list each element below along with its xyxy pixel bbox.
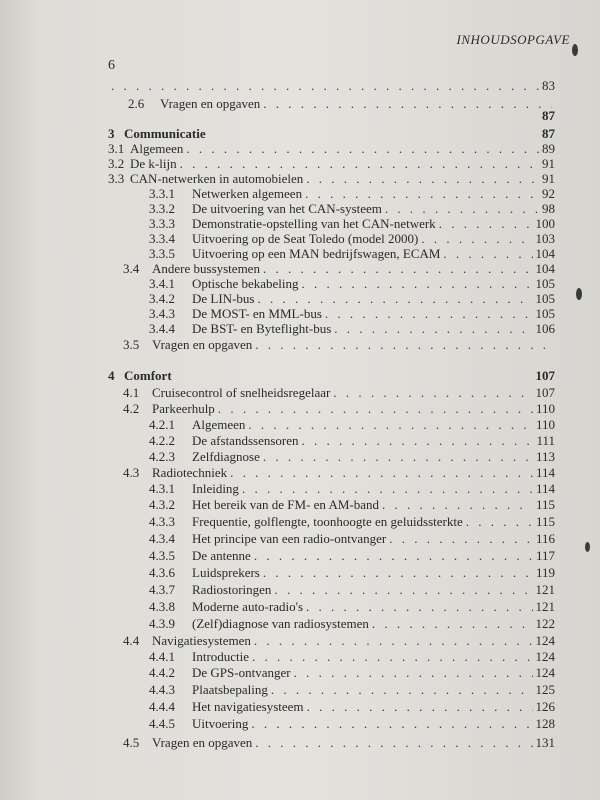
- toc-entry-number: 4.3.5: [149, 548, 175, 563]
- toc-entry: [149, 649, 555, 664]
- toc-entry-title: Optische bekabeling: [192, 276, 299, 291]
- toc-entry-number: 3: [108, 126, 115, 141]
- toc-entry-page: 107: [535, 385, 555, 400]
- toc-entry-page: 124: [535, 665, 555, 680]
- toc-entry-title: Communicatie: [124, 126, 206, 141]
- toc-entry-number: 2.6: [128, 96, 145, 111]
- toc-entry-page: 105: [535, 291, 555, 306]
- toc-entry-page: 115: [535, 514, 555, 529]
- toc-entry-title: Vragen en opgaven: [152, 735, 253, 750]
- toc-entry-page: 110: [535, 401, 555, 416]
- toc-entry-page: 114: [535, 465, 555, 480]
- toc-entry-title: Andere bussystemen: [152, 261, 260, 276]
- toc-entry-number: 3.4.3: [149, 306, 175, 321]
- dot-leader: [302, 433, 534, 448]
- toc-entry-title: Radiotechniek: [152, 465, 228, 480]
- toc-entry-title: CAN-netwerken in automobielen: [130, 171, 304, 186]
- toc-entry-title: De BST- en Byteflight-bus: [192, 321, 332, 336]
- toc-entry-title: De afstandssensoren: [192, 433, 299, 448]
- dot-leader: [257, 291, 532, 306]
- toc-entry: [149, 531, 555, 546]
- toc-entry-page: 131: [535, 735, 555, 750]
- toc-entry: [108, 156, 555, 171]
- toc-entry-page: 114: [535, 481, 555, 496]
- toc-entry-number: 4.3.2: [149, 497, 175, 512]
- toc-entry: [149, 699, 555, 714]
- toc-entry: [149, 599, 555, 614]
- toc-entry-title: De MOST- en MML-bus: [192, 306, 322, 321]
- toc-entry-title: Het bereik van de FM- en AM-band: [192, 497, 380, 512]
- toc-entry-page: 124: [535, 649, 555, 664]
- toc-entry-page: 105: [535, 306, 555, 321]
- toc-entry-number: 3.3.1: [149, 186, 175, 201]
- dot-leader: [255, 337, 552, 352]
- dot-leader: [252, 649, 532, 664]
- toc-entry: [149, 548, 555, 563]
- dot-leader: [306, 171, 539, 186]
- dot-leader: [271, 682, 533, 697]
- toc-entry-number: 4: [108, 368, 115, 383]
- dot-leader: [421, 231, 532, 246]
- toc-entry-title: Netwerken algemeen: [192, 186, 303, 201]
- dot-leader: [263, 261, 533, 276]
- toc-entry-number: 4.3.6: [149, 565, 175, 580]
- toc-entry-number: 3.4: [123, 261, 140, 276]
- toc-entry-title: Inleiding: [192, 481, 239, 496]
- toc-chapter: [108, 368, 555, 383]
- dot-leader: [372, 616, 533, 631]
- toc-entry: [123, 633, 555, 648]
- toc-entry: [149, 291, 555, 306]
- dot-leader: [254, 633, 533, 648]
- toc-entry-number: 4.5: [123, 735, 140, 750]
- toc-entry-page: 119: [535, 565, 555, 580]
- dot-leader: [248, 417, 533, 432]
- toc-entry-page: 125: [535, 682, 555, 697]
- toc-entry-number: 3.3: [108, 171, 125, 186]
- toc-entry-title: Navigatiesystemen: [152, 633, 251, 648]
- toc-entry: [149, 682, 555, 697]
- dot-leader: [111, 78, 539, 93]
- toc-entry-number: 4.2: [123, 401, 140, 416]
- toc-entry-title: Uitvoering op de Seat Toledo (model 2000): [192, 231, 419, 246]
- toc-entry-number: 4.3.7: [149, 582, 175, 597]
- toc-entry-number: 4.4.3: [149, 682, 175, 697]
- dot-leader: [263, 565, 533, 580]
- dot-leader: [186, 141, 539, 156]
- toc-entry: [149, 246, 555, 261]
- toc-entry-number: 3.3.3: [149, 216, 175, 231]
- toc-entry-number: 4.3.8: [149, 599, 175, 614]
- toc-entry: [149, 514, 555, 529]
- toc-entry-page: 104: [535, 261, 555, 276]
- toc-entry: [149, 449, 555, 464]
- toc-entry-title: Algemeen: [130, 141, 184, 156]
- toc-entry: [149, 582, 555, 597]
- toc-entry-number: 3.4.2: [149, 291, 175, 306]
- toc-entry-page: 117: [535, 548, 555, 563]
- toc-chapter: [108, 126, 555, 141]
- toc-entry: [149, 276, 555, 291]
- toc-entry-page: 92: [542, 186, 555, 201]
- toc-entry-number: 4.4.2: [149, 665, 175, 680]
- toc-entry-title: Moderne auto-radio's: [192, 599, 304, 614]
- toc-entry-page: 89: [542, 141, 555, 156]
- running-header: INHOUDSOPGAVE: [456, 32, 570, 47]
- toc-entry-page: 106: [535, 321, 555, 336]
- toc-entry-page: 115: [535, 497, 555, 512]
- toc-entry: [123, 337, 555, 352]
- toc-entry: [123, 261, 555, 276]
- toc-entry-number: 4.2.1: [149, 417, 175, 432]
- dot-leader: [333, 385, 532, 400]
- toc-entry-title: Plaatsbepaling: [192, 682, 268, 697]
- toc-entry-page: 126: [535, 699, 555, 714]
- toc-entry-title: Het navigatiesysteem: [192, 699, 304, 714]
- toc-entry-title: Het principe van een radio-ontvanger: [192, 531, 387, 546]
- toc-entry: [108, 78, 555, 93]
- dot-leader: [389, 531, 533, 546]
- toc-entry-title: Uitvoering op een MAN bedrijfswagen, ECAM: [192, 246, 441, 261]
- toc-entry: [123, 385, 555, 400]
- page-number: 6: [108, 58, 115, 73]
- dot-leader: [307, 699, 533, 714]
- dot-leader: [443, 246, 532, 261]
- dot-leader: [325, 306, 533, 321]
- toc-entry-page: 104: [535, 246, 555, 261]
- toc-entry-number: 3.5: [123, 337, 140, 352]
- dot-leader: [218, 401, 533, 416]
- toc-entry-title: Parkeerhulp: [152, 401, 215, 416]
- toc-entry-page: 122: [535, 616, 555, 631]
- toc-entry-page: 128: [535, 716, 555, 731]
- toc-entry-page: 121: [535, 599, 555, 614]
- dot-leader: [334, 321, 532, 336]
- toc-entry-title: Algemeen: [192, 417, 246, 432]
- dot-leader: [274, 582, 532, 597]
- toc-entry: [149, 665, 555, 680]
- toc-entry-number: 3.1: [108, 141, 125, 156]
- toc-entry-number: 4.1: [123, 385, 140, 400]
- toc-entry-number: 3.3.2: [149, 201, 175, 216]
- toc-entry: [108, 108, 555, 123]
- toc-entry-title: Zelfdiagnose: [192, 449, 260, 464]
- toc-entry-number: 3.2: [108, 156, 125, 171]
- dot-leader: [254, 548, 533, 563]
- toc-entry-number: 4.2.2: [149, 433, 175, 448]
- toc-entry-number: 4.2.3: [149, 449, 175, 464]
- toc-entry-title: Cruisecontrol of snelheidsregelaar: [152, 385, 331, 400]
- dot-leader: [180, 156, 539, 171]
- toc-entry-number: 4.3: [123, 465, 140, 480]
- dot-leader: [302, 276, 533, 291]
- toc-entry: [108, 171, 555, 186]
- toc-entry-page: 116: [535, 531, 555, 546]
- dot-leader: [306, 599, 532, 614]
- toc-entry-number: 4.4.4: [149, 699, 175, 714]
- toc-entry: [123, 735, 555, 750]
- dot-leader: [382, 497, 533, 512]
- toc-entry-number: 4.4: [123, 633, 140, 648]
- toc-entry: [149, 201, 555, 216]
- toc-entry-number: 4.3.1: [149, 481, 175, 496]
- toc-entry-page: 124: [535, 633, 555, 648]
- toc-entry-title: Comfort: [124, 368, 172, 383]
- toc-entry-title: De antenne: [192, 548, 251, 563]
- dot-leader: [294, 665, 533, 680]
- dot-leader: [439, 216, 533, 231]
- toc-entry-number: 4.3.3: [149, 514, 175, 529]
- toc-entry: [149, 433, 555, 448]
- dot-leader: [251, 716, 532, 731]
- toc-entry: [149, 231, 555, 246]
- toc-entry-page: 98: [542, 201, 555, 216]
- toc-entry-title: Demonstratie-opstelling van het CAN-netwerk: [192, 216, 436, 231]
- dot-leader: [466, 514, 533, 529]
- toc-entry-title: De GPS-ontvanger: [192, 665, 291, 680]
- toc-entry-title: Vragen en opgaven: [160, 96, 261, 111]
- toc-entry-number: 3.3.4: [149, 231, 175, 246]
- toc-entry-page: 103: [535, 231, 555, 246]
- toc-entry: [149, 616, 555, 631]
- toc-entry: [149, 321, 555, 336]
- toc-entry: [149, 481, 555, 496]
- toc-entry-title: Vragen en opgaven: [152, 337, 253, 352]
- toc-entry-title: De k-lijn: [130, 156, 177, 171]
- toc-entry-page: 87: [542, 108, 555, 123]
- toc-entry: [149, 716, 555, 731]
- toc-entry-number: 4.4.5: [149, 716, 175, 731]
- dot-leader: [385, 201, 539, 216]
- toc-entry-title: Uitvoering: [192, 716, 249, 731]
- dot-leader: [263, 449, 533, 464]
- toc-entry: [149, 216, 555, 231]
- toc-entry-page: 105: [535, 276, 555, 291]
- toc-entry-number: 3.4.1: [149, 276, 175, 291]
- toc-entry-number: 3.4.4: [149, 321, 175, 336]
- toc-entry: [149, 417, 555, 432]
- dot-leader: [305, 186, 539, 201]
- toc-entry: [149, 565, 555, 580]
- toc-entry: [149, 306, 555, 321]
- toc-entry-page: 91: [542, 171, 555, 186]
- dot-leader: [242, 481, 533, 496]
- toc-entry-title: Luidsprekers: [192, 565, 260, 580]
- toc-entry-number: 3.3.5: [149, 246, 175, 261]
- toc-entry-number: 4.3.9: [149, 616, 175, 631]
- toc-entry-page: 91: [542, 156, 555, 171]
- toc-entry-page: 110: [535, 417, 555, 432]
- toc-entry: [123, 465, 555, 480]
- toc-entry-page: 100: [535, 216, 555, 231]
- toc-entry-title: De uitvoering van het CAN-systeem: [192, 201, 382, 216]
- toc-entry: [123, 401, 555, 416]
- dot-leader: [255, 735, 532, 750]
- toc-entry-page: 121: [535, 582, 555, 597]
- toc-entry-page: 107: [535, 368, 555, 383]
- toc-entry-page: 113: [535, 449, 555, 464]
- toc-entry-title: Introductie: [192, 649, 250, 664]
- toc-entry: [108, 141, 555, 156]
- toc-entry-title: De LIN-bus: [192, 291, 255, 306]
- toc-entry-title: Frequentie, golflengte, toonhoogte en geluidssterkte: [192, 514, 463, 529]
- toc-entry: [149, 497, 555, 512]
- toc-entry-page: 111: [536, 433, 555, 448]
- toc-entry-title: (Zelf)diagnose van radiosystemen: [192, 616, 369, 631]
- toc-entry-title: Radiostoringen: [192, 582, 272, 597]
- toc-entry-number: 4.4.1: [149, 649, 175, 664]
- toc-entry-number: 4.3.4: [149, 531, 175, 546]
- toc-entry-page: 83: [542, 78, 555, 93]
- dot-leader: [230, 465, 533, 480]
- toc-entry: [149, 186, 555, 201]
- toc-entry-page: 87: [542, 126, 555, 141]
